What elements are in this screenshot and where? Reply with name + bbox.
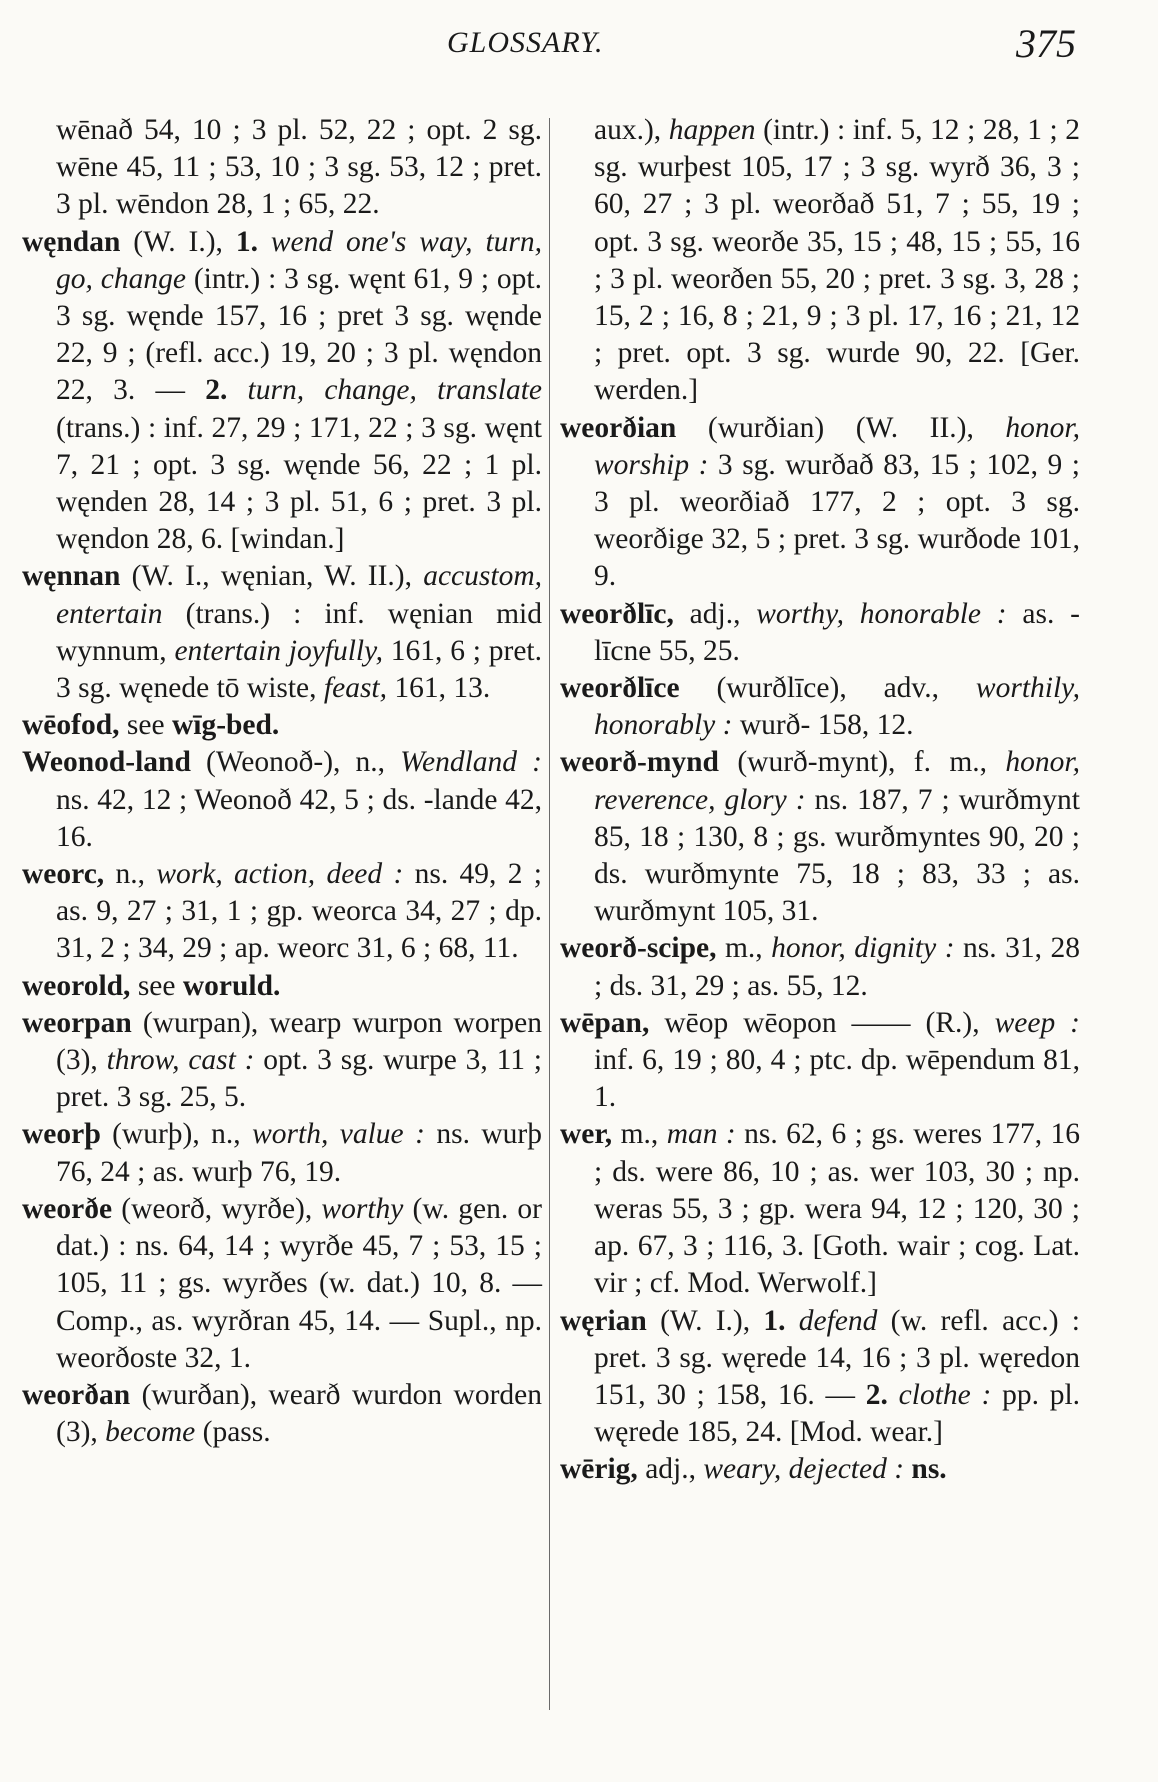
entry-continuation	[22, 112, 542, 224]
definition: work, action, deed :	[156, 858, 404, 891]
entry-text: ns. 31, 28 ; ds. 31, 29 ; as. 55, 12.	[594, 932, 1080, 1002]
headword: 1.	[235, 225, 258, 258]
glossary-entry	[560, 1451, 1080, 1488]
entry-text: (W. I.),	[646, 1304, 764, 1337]
entry-text: n.,	[104, 858, 157, 891]
entry-text: 3 sg. wurðað 83, 15 ; 102, 9 ; 3 pl. weorðiað 177, 2 ; opt. 3 sg. weorðige 32, 5 ; pret. 3 sg. wurðode 101, 9.	[594, 448, 1080, 593]
entry-text	[258, 226, 271, 258]
headword: wīg-bed.	[171, 709, 280, 742]
column-divider	[549, 118, 550, 1710]
headword: węnnan	[22, 560, 121, 593]
right-column	[560, 112, 1080, 1489]
definition: Wendland :	[400, 746, 543, 779]
entry-text: as. -līcne 55, 25.	[594, 597, 1081, 667]
glossary-entry	[560, 596, 1080, 670]
definition: wend one's way, turn, go, change	[56, 225, 543, 295]
glossary-entry	[560, 1303, 1080, 1452]
headword: wer,	[560, 1118, 613, 1151]
entry-text: m.,	[716, 932, 772, 965]
entry-text: see	[130, 969, 183, 1002]
headword: 1.	[763, 1304, 786, 1337]
headword: weorðe	[22, 1192, 113, 1225]
entry-text: (trans.) : inf. 27, 29 ; 171, 22 ; 3 sg. węnt 7, 21 ; opt. 3 sg. węnde 56, 22 ; 1 pl. węnden 28, 14 ; 3 pl. 51, 6 ; pret. 3 pl. węndon 28, 6. [windan.]	[56, 411, 542, 556]
glossary-entry	[560, 410, 1080, 596]
entry-text: ns. wurþ 76, 24 ; as. wurþ 76, 19.	[56, 1118, 543, 1188]
glossary-entry	[560, 930, 1080, 1004]
headword: weorðian	[560, 411, 677, 444]
entry-text: (wurþ), n.,	[100, 1118, 253, 1151]
entry-text	[227, 374, 247, 406]
entry-text: (W. I.),	[120, 225, 236, 258]
entry-text: opt. 3 sg. wurpe 3, 11 ; pret. 3 sg. 25, 5.	[56, 1044, 542, 1114]
headword: ns.	[911, 1453, 947, 1486]
entry-text: ns. 187, 7 ; wurðmynt 85, 18 ; 130, 8 ; gs. wurðmyntes 90, 20 ; ds. wurðmynte 75, 18 ; 83, 33 ; as. wurðmynt 105, 31.	[594, 783, 1080, 928]
entry-text: (W. I., węnian, W. II.),	[120, 560, 424, 593]
definition: honor, reverence, glory :	[594, 746, 1080, 816]
entry-text: (w. gen. or dat.) : ns. 64, 14 ; wyrðe 45, 7 ; 53, 15 ; 105, 11 ; gs. wyrðes (w. dat.) 10, 8. — Comp., as. wyrðran 45, 14. — Supl., np. weorðoste 32, 1.	[56, 1192, 542, 1374]
glossary-entry	[560, 670, 1080, 744]
headword: Weonod-land	[22, 746, 191, 779]
headword: weorð-mynd	[560, 746, 719, 779]
entry-continuation	[560, 112, 1080, 410]
definition: worthily, honorably :	[594, 672, 1080, 742]
definition: defend	[798, 1304, 878, 1337]
headword: weorðlīce	[560, 672, 680, 705]
headword: weorðlīc,	[560, 597, 674, 630]
entry-text: pp. pl. węrede 185, 24. [Mod. wear.]	[594, 1378, 1081, 1449]
definition: throw, cast :	[106, 1044, 255, 1077]
entry-text: 161, 13.	[387, 672, 491, 705]
headword: weorpan	[22, 1006, 132, 1039]
definition: weary, dejected :	[703, 1453, 905, 1486]
headword: weorþ	[22, 1118, 101, 1151]
definition: honor, worship :	[594, 411, 1080, 481]
entry-text: (weorð, wyrðe),	[112, 1192, 322, 1225]
headword: weorðan	[22, 1378, 131, 1411]
entry-text	[785, 1305, 798, 1337]
entry-text: inf. 6, 19 ; 80, 4 ; ptc. dp. wēpendum 81, 1.	[594, 1044, 1080, 1114]
glossary-entry	[22, 1377, 542, 1451]
headword: weorc,	[22, 858, 105, 891]
entry-text: (wurðan), wearð wurdon worden (3),	[56, 1378, 542, 1449]
entry-text: (Weonoð-), n.,	[190, 746, 401, 779]
page-number: 375	[1016, 21, 1076, 66]
entry-text: (trans.) : inf. węnian mid wynnum,	[56, 597, 542, 667]
glossary-entry	[22, 1005, 542, 1117]
entry-text: ns. 62, 6 ; gs. weres 177, 16 ; ds. were 86, 10 ; as. wer 103, 30 ; np. weras 55, 3 ; gp. wera 94, 12 ; 120, 30 ; ap. 67, 3 ; 116, 3. [Goth. wair ; cog. Lat. vir ; cf. Mod. Werwolf.]	[594, 1118, 1080, 1300]
glossary-entry	[22, 1191, 542, 1377]
glossary-entry	[560, 1116, 1080, 1302]
entry-text: see	[119, 709, 172, 742]
entry-text: wurð- 158, 12.	[732, 709, 914, 742]
definition: happen	[668, 114, 756, 146]
glossary-entry	[22, 1116, 542, 1190]
entry-text: (intr.) : 3 sg. węnt 61, 9 ; opt. 3 sg. węnde 157, 16 ; pret 3 sg. węnde 22, 9 ; (refl. acc.) 19, 20 ; 3 pl. węndon 22, 3. —	[56, 262, 543, 407]
entry-text: adj.,	[637, 1453, 704, 1486]
definition: clothe :	[898, 1378, 992, 1411]
entry-text: (wurð-mynt), f. m.,	[718, 746, 1006, 779]
entry-text: ns. 42, 12 ; Weonoð 42, 5 ; ds. -lande 42, 16.	[56, 783, 542, 853]
left-column	[22, 112, 542, 1451]
glossary-entry	[560, 1005, 1080, 1117]
entry-text: ns. 49, 2 ; as. 9, 27 ; 31, 1 ; gp. weorca 34, 27 ; dp. 31, 2 ; 34, 29 ; ap. weorc 31, 6 ; 68, 11.	[56, 858, 543, 965]
headword: weorold,	[22, 969, 131, 1002]
definition: turn, change, translate	[247, 374, 543, 407]
glossary-entry	[22, 744, 542, 856]
headword: woruld.	[182, 969, 281, 1002]
entry-text: wēnað 54, 10 ; 3 pl. 52, 22 ; opt. 2 sg. wēne 45, 11 ; 53, 10 ; 3 sg. 53, 12 ; pret. 3 pl. wēndon 28, 1 ; 65, 22.	[56, 114, 542, 221]
entry-text: wēop wēopon —— (R.),	[649, 1006, 995, 1039]
definition: become	[105, 1416, 196, 1449]
headword: weorð-scipe,	[560, 932, 717, 965]
glossary-entry	[22, 968, 542, 1005]
entry-text: (w. refl. acc.) : pret. 3 sg. węrede 14, 16 ; 3 pl. węredon 151, 30 ; 158, 16. —	[594, 1304, 1081, 1411]
definition: man :	[666, 1118, 736, 1151]
glossary-entry	[22, 856, 542, 968]
glossary-entry	[560, 744, 1080, 930]
definition: accustom, entertain	[56, 560, 542, 630]
entry-text	[888, 1379, 899, 1411]
glossary-entry	[22, 224, 542, 559]
headword: węrian	[560, 1304, 647, 1337]
glossary-entry	[22, 707, 542, 744]
definition: entertain joyfully,	[174, 634, 383, 667]
definition: worthy, honorable :	[756, 597, 1007, 630]
headword: wēofod,	[22, 709, 120, 742]
definition: worth, value :	[252, 1118, 425, 1151]
entry-text: (intr.) : inf. 5, 12 ; 28, 1 ; 2 sg. wurþest 105, 17 ; 3 sg. wyrð 36, 3 ; 60, 27 ; 3 pl. weorðað 51, 7 ; 55, 19 ; opt. 3 sg. weorðe 35, 15 ; 48, 15 ; 55, 16 ; 3 pl. weorðen 55, 20 ; pret. 3 sg. 3, 28 ; 15, 2 ; 16, 8 ; 21, 9 ; 3 pl. 17, 16 ; 21, 12 ; pret. opt. 3 sg. wurde 90, 22. [Ger. werden.]	[594, 114, 1080, 407]
entry-text: 161, 6 ; pret. 3 sg. węnede tō wiste,	[56, 634, 542, 705]
entry-text: (wurpan), wearp wurpon worpen (3),	[56, 1006, 542, 1077]
running-title: GLOSSARY.	[447, 26, 604, 59]
glossary-entry	[22, 558, 542, 707]
entry-text: (wurðlīce), adv.,	[679, 672, 976, 705]
headword: wērig,	[560, 1453, 638, 1486]
entry-text: (wurðian) (W. II.),	[676, 411, 1006, 444]
page-header	[0, 18, 1158, 78]
entry-text: (pass.	[195, 1416, 271, 1449]
headword: 2.	[205, 374, 228, 407]
definition: feast,	[323, 672, 387, 705]
headword: wēpan,	[560, 1006, 650, 1039]
headword: węndan	[22, 225, 121, 258]
definition: weep :	[994, 1006, 1081, 1039]
entry-text: m.,	[612, 1118, 667, 1151]
entry-text: adj.,	[673, 597, 757, 630]
definition: honor, dignity :	[771, 932, 955, 965]
definition: worthy	[321, 1192, 404, 1225]
entry-text: aux.),	[594, 114, 669, 146]
headword: 2.	[865, 1378, 888, 1411]
